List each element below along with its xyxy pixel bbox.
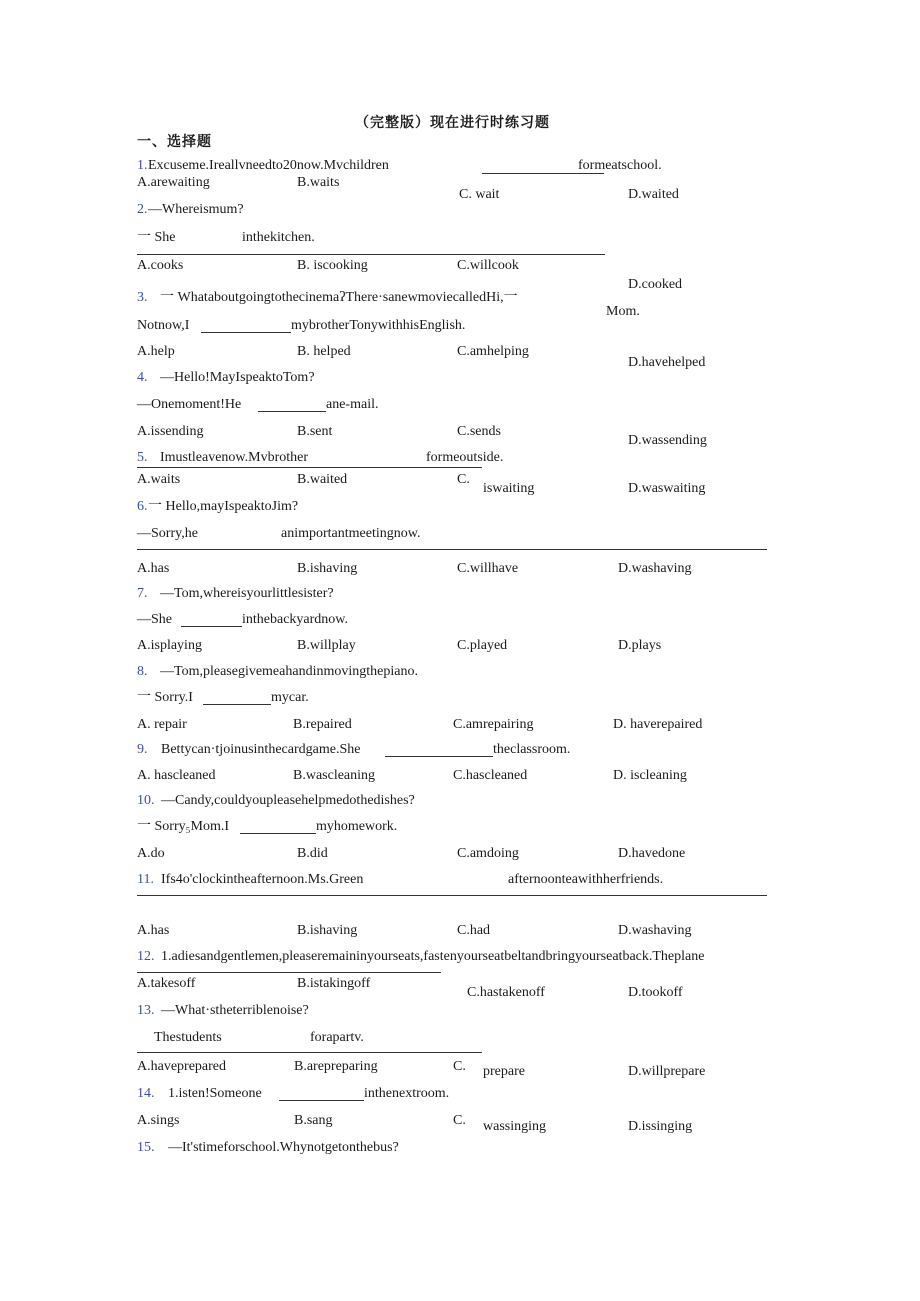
question-stem: Excuseme.Ireallvneedto20now.Mvchildren [148,158,389,173]
option-c: C.hascleaned [453,768,528,783]
option-c: C.amdoing [457,846,519,861]
question-number: 7. [137,586,148,601]
answer-blank [385,756,493,757]
question-line: mycar. [271,690,309,705]
answer-blank [203,704,271,705]
option-b: B.sent [297,424,333,439]
option-c: prepare [483,1064,525,1079]
question-line: 一 WhataboutgoingtothecinemaʔThere·sanewmoviecalledHi,一 [160,290,518,305]
option-c: C.played [457,638,508,653]
question-number: 15. [137,1140,155,1155]
option-a: A.arewaiting [137,175,210,190]
question-number: 8. [137,664,148,679]
question-line: myhomework. [316,819,398,834]
section-heading: 一、选择题 [137,135,212,150]
option-b: B.istakingoff [297,976,371,991]
option-d: D.washaving [618,923,692,938]
question-line: 一 Sorry.I [137,690,193,705]
question-stem-end: inthenextroom. [364,1086,450,1101]
option-b: B.arepreparing [294,1059,378,1074]
question-line: animportantmeetingnow. [281,526,421,541]
answer-blank [279,1100,364,1101]
option-a: A.has [137,561,170,576]
option-a: A.waits [137,472,181,487]
question-number: 6. [137,499,148,514]
answer-blank [258,411,326,412]
option-c: iswaiting [483,481,535,496]
option-b: B.waited [297,472,348,487]
option-c: C.willcook [457,258,519,273]
option-b: B. iscooking [297,258,368,273]
option-d: D.washaving [618,561,692,576]
question-line-end: Mom. [606,304,640,319]
answer-blank [240,833,316,834]
option-c: C.sends [457,424,501,439]
rule-line [137,895,767,896]
question-line: 一 She [137,230,176,245]
option-c: wassinging [483,1119,546,1134]
option-a: A.takesoff [137,976,196,991]
option-d: D.wassending [628,433,707,448]
option-d: D.waited [628,187,679,202]
question-stem-end: afternoonteawithherfriends. [508,872,664,887]
page-title: （完整版）现在进行时练习题 [355,116,550,131]
question-line: 一 Sorry₅Mom.I [137,819,229,834]
question-stem: Bettycan·tjoinusinthecardgame.She [161,742,361,757]
option-a: A. hascleaned [137,768,216,783]
question-line: —Candy,couldyoupleasehelpmedothedishes? [161,793,415,808]
question-line: —Hello!MayIspeaktoTom? [160,370,315,385]
option-a: A.issending [137,424,204,439]
option-b: B.sang [294,1113,333,1128]
option-b: B.ishaving [297,923,358,938]
option-a: A.cooks [137,258,184,273]
option-a: A.haveprepared [137,1059,227,1074]
question-line: Notnow,I [137,318,190,333]
option-b: B.waits [297,175,340,190]
question-number: 3. [137,290,148,305]
option-a: A.do [137,846,165,861]
question-line: —Sorry,he [137,526,198,541]
option-c: C.amhelping [457,344,529,359]
rule-line [137,1052,482,1053]
question-number: 13. [137,1003,155,1018]
option-a: A.isplaying [137,638,202,653]
rule-line [137,972,441,973]
option-d: D.tookoff [628,985,683,1000]
question-stem: Imustleavenow.Mvbrother [160,450,308,465]
option-c-label: C. [457,472,470,487]
answer-blank [181,626,242,627]
question-line: —Whereismum? [148,202,244,217]
option-d: D.cooked [628,277,683,292]
question-line: ane-mail. [326,397,379,412]
option-b: B.did [297,846,328,861]
question-line: forapartv. [310,1030,364,1045]
question-number: 2. [137,202,148,217]
question-stem: Ifs4o'clockintheafternoon.Ms.Green [161,872,364,887]
question-stem-end: formeatschool. [578,158,662,173]
option-d: D.plays [618,638,662,653]
question-line: —Tom,whereisyourlittlesister? [160,586,334,601]
question-line: 一 Hello,mayIspeaktoJim? [148,499,299,514]
question-line: mybrotherTonywithhisEnglish. [291,318,466,333]
option-c-label: C. [453,1113,466,1128]
option-b: B.ishaving [297,561,358,576]
question-stem: 1.adiesandgentlemen,pleaseremaininyourseats,fastenyourseatbeltandbringyourseatback.Theplane [161,949,705,964]
question-number: 1. [137,158,148,173]
option-d: D.havedone [618,846,686,861]
rule-line [137,549,767,550]
option-d: D. iscleaning [613,768,687,783]
answer-blank [201,332,291,333]
option-c: C.hastakenoff [467,985,545,1000]
question-stem-end: formeoutside. [426,450,504,465]
option-c: C.had [457,923,491,938]
option-d: D.issinging [628,1119,693,1134]
option-b: B. helped [297,344,351,359]
question-line: Thestudents [154,1030,222,1045]
option-a: A.help [137,344,175,359]
option-c: C.amrepairing [453,717,534,732]
question-line: inthekitchen. [242,230,315,245]
question-number: 4. [137,370,148,385]
question-stem: 1.isten!Someone [168,1086,262,1101]
option-c-label: C. [453,1059,466,1074]
question-line: —What·stheterriblenoise? [161,1003,309,1018]
option-c: C. wait [459,187,500,202]
question-number: 11. [137,872,154,887]
option-d: D. haverepaired [613,717,703,732]
question-number: 14. [137,1086,155,1101]
option-d: D.willprepare [628,1064,706,1079]
option-d: D.havehelped [628,355,706,370]
question-line: —She [137,612,172,627]
option-a: A.has [137,923,170,938]
question-number: 10. [137,793,155,808]
option-a: A.sings [137,1113,180,1128]
question-number: 9. [137,742,148,757]
question-line: —Tom,pleasegivemeahandinmovingthepiano. [160,664,418,679]
option-c: C.willhave [457,561,519,576]
option-b: B.repaired [293,717,352,732]
question-number: 12. [137,949,155,964]
option-d: D.waswaiting [628,481,706,496]
option-a: A. repair [137,717,187,732]
option-b: B.willplay [297,638,356,653]
rule-line [137,254,605,255]
question-line: —Onemoment!He [137,397,242,412]
question-number: 5. [137,450,148,465]
option-b: B.wascleaning [293,768,376,783]
question-line: inthebackyardnow. [242,612,348,627]
question-stem-end: theclassroom. [493,742,571,757]
rule-line [137,467,482,468]
question-stem: —It'stimeforschool.Whynotgetonthebus? [168,1140,399,1155]
